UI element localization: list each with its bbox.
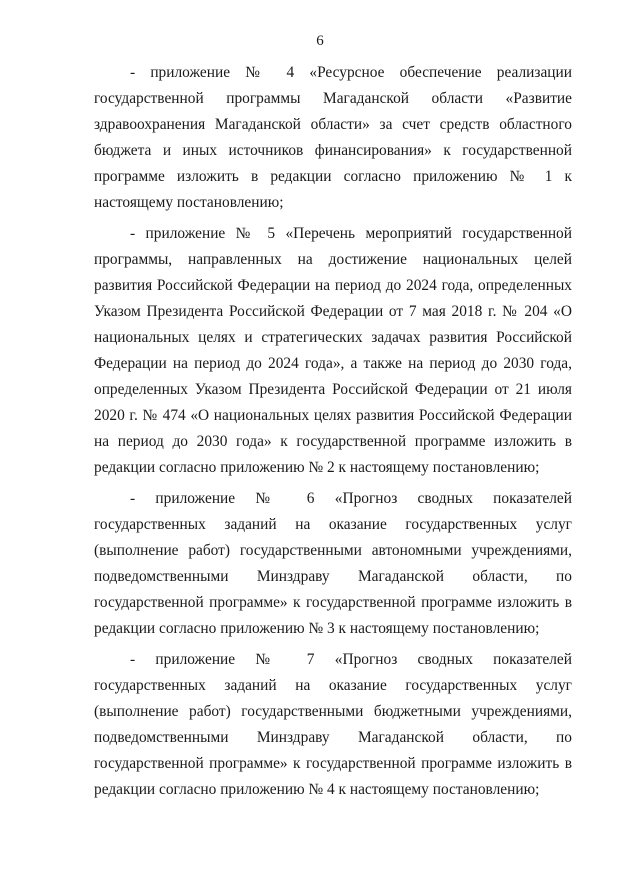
paragraph-appendix-6: - приложение № 6 «Прогноз сводных показателей государственных заданий на оказание государственных услуг (выполнение работ) государственными автономными учреждениями, подведомственными Минздраву Магаданской области, по государственной программе» к государственной программе изложить в редакции согласно приложению № 3 к настоящему постановлению; — [94, 490, 572, 637]
document-body — [94, 60, 572, 808]
paragraph-appendix-5: - приложение № 5 «Перечень мероприятий государственной программы, направленных на достижение национальных целей развития Российской Федерации на период до 2024 года, определенных Указом Президента Российской Федерации от 7 мая 2018 г. № 204 «О национальных целях и стратегических задачах развития Российской Федерации на период до 2024 года», а также на период до 2030 года, определенных Указом Президента Российской Федерации от 21 июля 2020 г. № 474 «О национальных целях развития Российской Федерации на период до 2030 года» к государственной программе изложить в редакции согласно приложению № 2 к настоящему постановлению; — [94, 225, 572, 476]
paragraph-appendix-7: - приложение № 7 «Прогноз сводных показателей государственных заданий на оказание государственных услуг (выполнение работ) государственными бюджетными учреждениями, подведомственными Минздраву Магаданской области, по государственной программе» к государственной программе изложить в редакции согласно приложению № 4 к настоящему постановлению; — [94, 651, 572, 798]
page-number: 6 — [316, 33, 324, 49]
paragraph-appendix-4: - приложение № 4 «Ресурсное обеспечение реализации государственной программы Магаданской области «Развитие здравоохранения Магаданской области» за счет средств областного бюджета и иных источников финансирования» к государственной программе изложить в редакции согласно приложению № 1 к настоящему постановлению; — [94, 64, 572, 211]
